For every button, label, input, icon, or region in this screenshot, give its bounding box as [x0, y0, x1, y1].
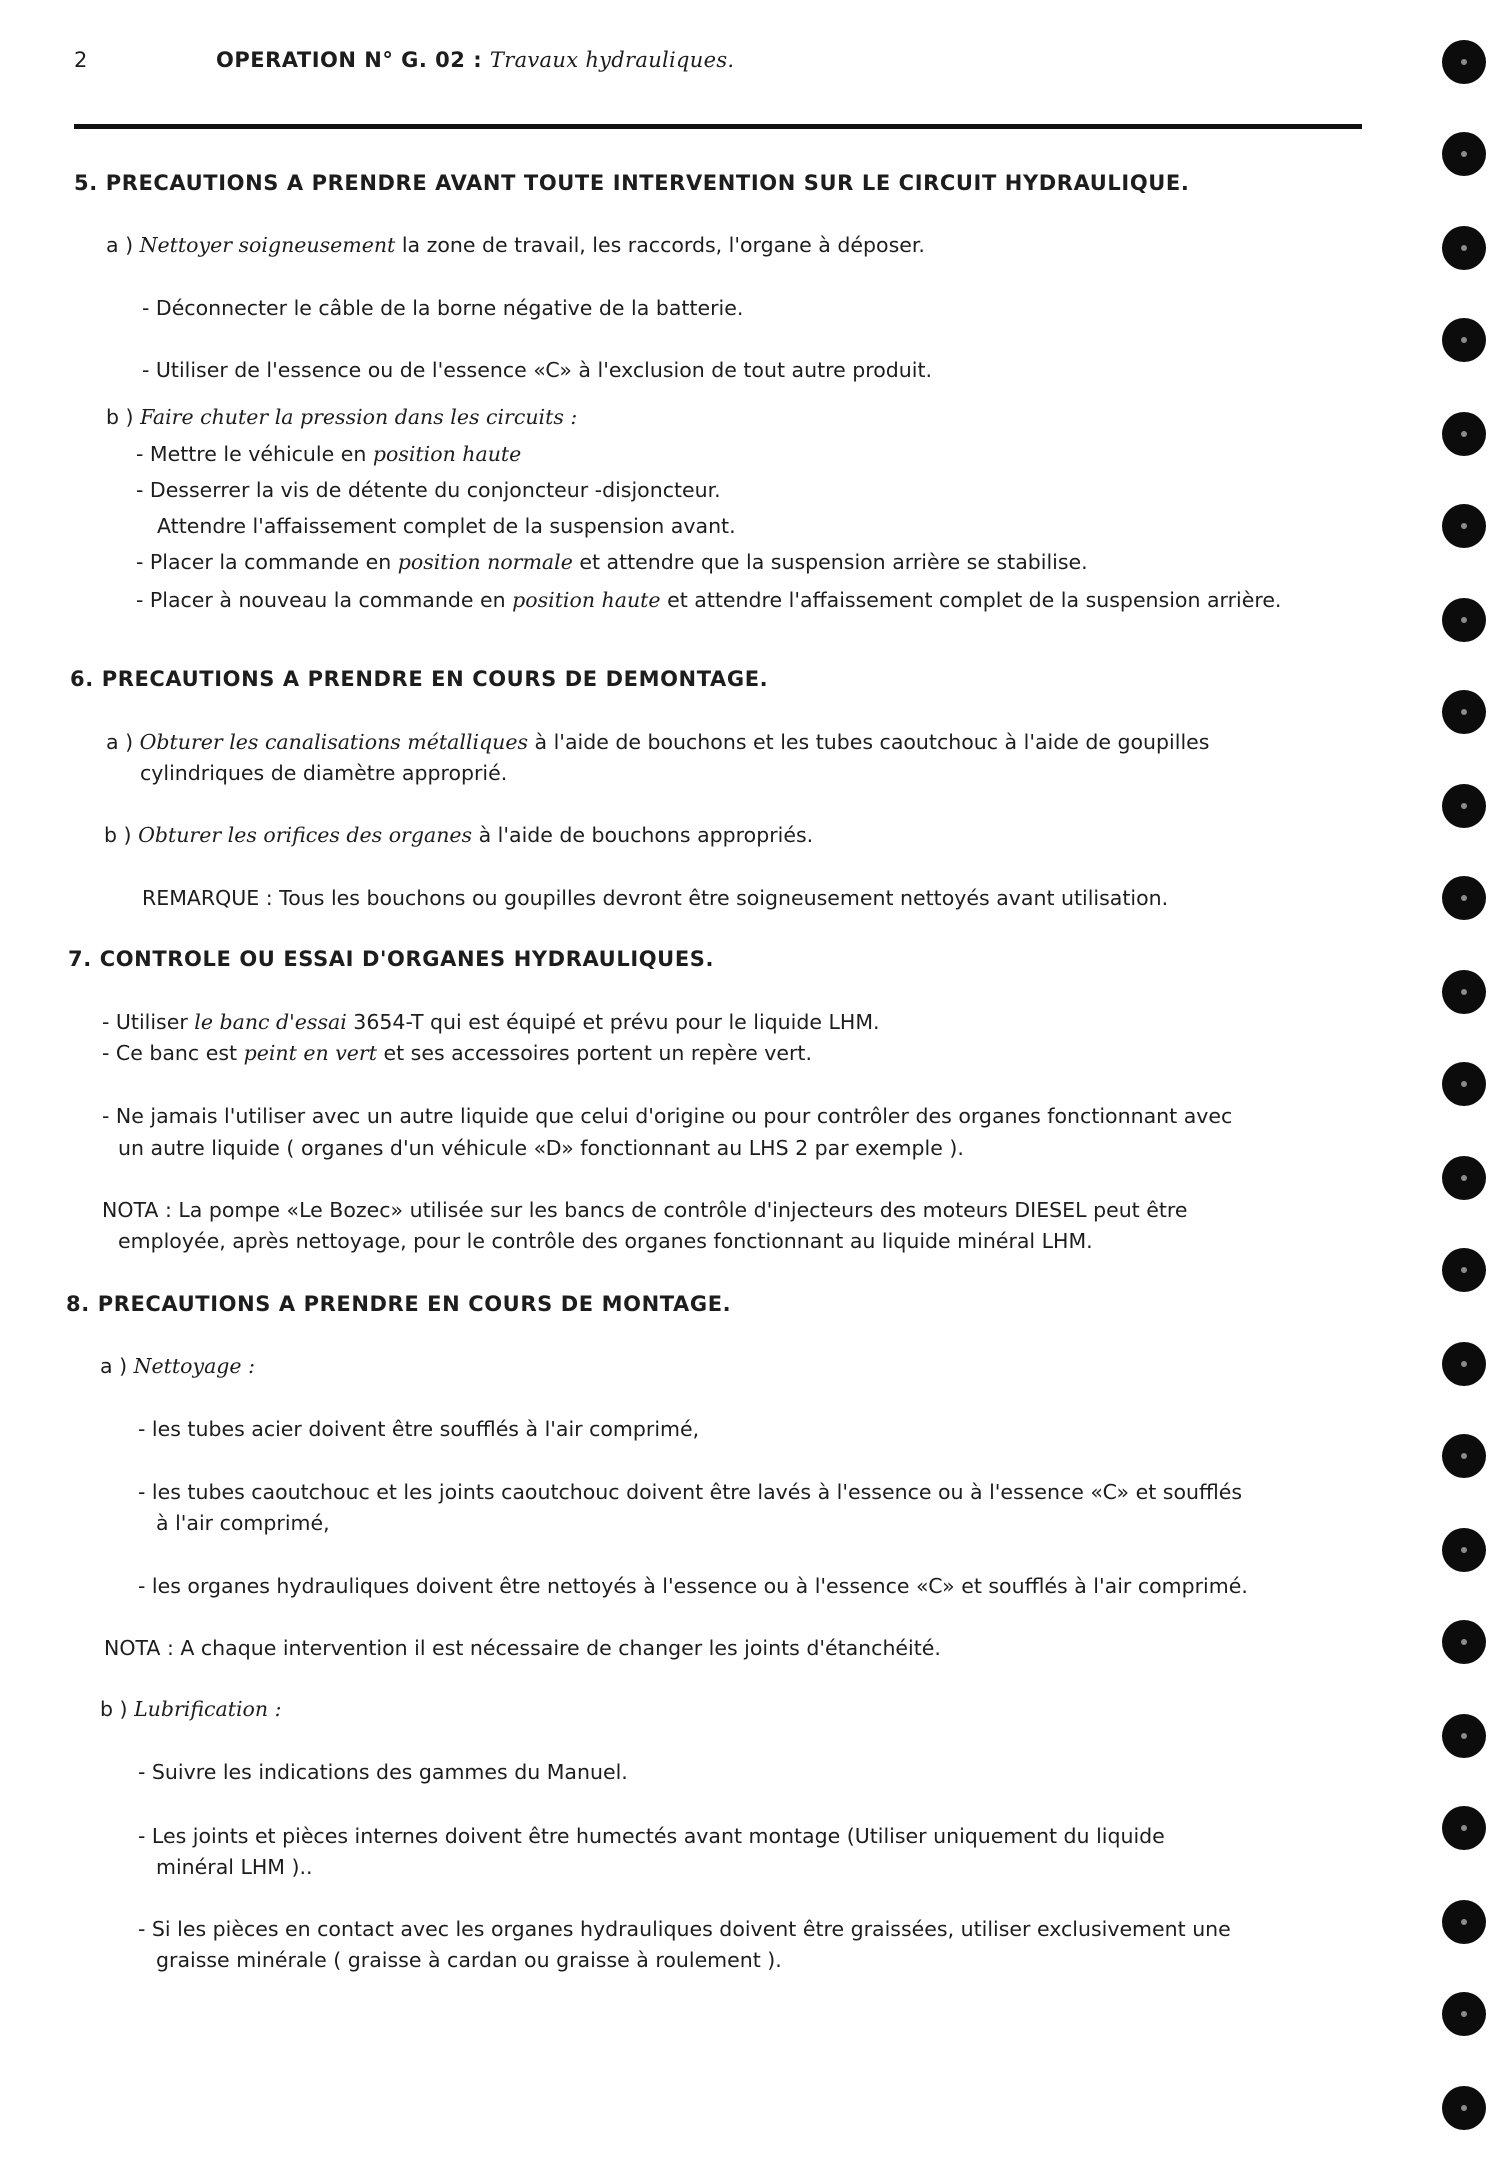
s8-b-prefix: b )	[100, 1697, 128, 1721]
s6-a-prefix: a )	[106, 730, 134, 754]
s5-item-a	[106, 233, 925, 257]
binder-hole-icon	[1442, 412, 1486, 456]
s5-b-line-5	[136, 588, 1281, 612]
binder-hole-icon	[1442, 1434, 1486, 1478]
s7-line-2-rest: et ses accessoires portent un repère vert.	[383, 1041, 812, 1065]
s5-b-line-4-italic: position normale	[397, 550, 573, 574]
binder-hole-icon	[1442, 690, 1486, 734]
s8-b-line-3: - Si les pièces en contact avec les organes hydrauliques doivent être graissées, utiliser exclusivement une	[138, 1917, 1231, 1941]
s7-line-1-rest: 3654-T qui est équipé et prévu pour le liquide LHM.	[353, 1010, 880, 1034]
s6-a-rest: à l'aide de bouchons et les tubes caoutchouc à l'aide de goupilles	[534, 730, 1210, 754]
binder-hole-icon	[1442, 2086, 1486, 2130]
s5-a-italic: Nettoyer soigneusement	[139, 233, 396, 257]
s5-b-line-1-text: - Mettre le véhicule en	[136, 442, 367, 466]
s5-b-line-4-text: - Placer la commande en	[136, 550, 392, 574]
binder-hole-icon	[1442, 1156, 1486, 1200]
s5-b-line-5-rest: et attendre l'affaissement complet de la suspension arrière.	[667, 588, 1282, 612]
s5-a-rest: la zone de travail, les raccords, l'organe à déposer.	[401, 233, 925, 257]
binder-hole-icon	[1442, 40, 1486, 84]
binder-hole-icon	[1442, 1342, 1486, 1386]
s8-b-line-2: - Les joints et pièces internes doivent être humectés avant montage (Utiliser uniquement du liquide	[138, 1824, 1165, 1848]
binder-hole-icon	[1442, 1528, 1486, 1572]
s8-a-line-1: - les tubes acier doivent être soufflés à l'air comprimé,	[138, 1417, 700, 1441]
s8-a-line-2: - les tubes caoutchouc et les joints caoutchouc doivent être lavés à l'essence ou à l'essence «C» et soufflés	[138, 1480, 1243, 1504]
s6-b-italic: Obturer les orifices des organes	[138, 823, 473, 847]
binder-hole-icon	[1442, 226, 1486, 270]
s8-a-italic: Nettoyage :	[133, 1354, 255, 1378]
s6-a-italic: Obturer les canalisations métalliques	[139, 730, 528, 754]
binder-hole-icon	[1442, 318, 1486, 362]
s7-line-2-italic: peint en vert	[243, 1041, 377, 1065]
page-header	[0, 48, 1400, 88]
section-5-title: 5. PRECAUTIONS A PRENDRE AVANT TOUTE INTERVENTION SUR LE CIRCUIT HYDRAULIQUE.	[74, 171, 1190, 195]
binder-hole-icon	[1442, 784, 1486, 828]
s8-a-prefix: a )	[100, 1354, 128, 1378]
s8-b-italic: Lubrification :	[134, 1697, 282, 1721]
s5-a-line-2: - Utiliser de l'essence ou de l'essence «C» à l'exclusion de tout autre produit.	[142, 358, 933, 382]
s6-item-b	[104, 823, 813, 847]
operation-subtitle: Travaux hydrauliques.	[489, 48, 735, 72]
operation-label: OPERATION N° G. 02 :	[216, 48, 483, 72]
s5-b-line-1	[136, 442, 521, 466]
s5-b-italic: Faire chuter la pression dans les circuits :	[140, 405, 578, 429]
s5-b-prefix: b )	[106, 405, 134, 429]
binder-hole-icon	[1442, 132, 1486, 176]
operation-title	[216, 48, 734, 72]
s5-b-line-4-rest: et attendre que la suspension arrière se stabilise.	[579, 550, 1088, 574]
s5-b-line-2: - Desserrer la vis de détente du conjoncteur -disjoncteur.	[136, 478, 721, 502]
binder-hole-icon	[1442, 1714, 1486, 1758]
s5-item-b	[106, 405, 577, 429]
binder-hole-icon	[1442, 504, 1486, 548]
header-rule	[74, 124, 1362, 129]
s5-b-line-1-italic: position haute	[372, 442, 522, 466]
binder-hole-icon	[1442, 876, 1486, 920]
section-7-title: 7. CONTROLE OU ESSAI D'ORGANES HYDRAULIQUES.	[68, 947, 715, 971]
s8-a-line-3: - les organes hydrauliques doivent être nettoyés à l'essence ou à l'essence «C» et soufflés à l'air comprimé.	[138, 1574, 1248, 1598]
binder-hole-icon	[1442, 1806, 1486, 1850]
s8-item-a	[100, 1354, 255, 1378]
binder-hole-icon	[1442, 1062, 1486, 1106]
s6-b-prefix: b )	[104, 823, 132, 847]
s5-b-line-4	[136, 550, 1088, 574]
s7-line-3: - Ne jamais l'utiliser avec un autre liquide que celui d'origine ou pour contrôler des organes fonctionnant avec	[102, 1104, 1233, 1128]
section-6-title: 6. PRECAUTIONS A PRENDRE EN COURS DE DEMONTAGE.	[70, 667, 769, 691]
binder-hole-icon	[1442, 598, 1486, 642]
s7-line-3-continuation: un autre liquide ( organes d'un véhicule «D» fonctionnant au LHS 2 par exemple ).	[118, 1136, 964, 1160]
s7-line-2-text: - Ce banc est	[102, 1041, 238, 1065]
s6-item-a	[106, 730, 1209, 754]
s5-b-line-5-text: - Placer à nouveau la commande en	[136, 588, 506, 612]
s7-nota-continuation: employée, après nettoyage, pour le contrôle des organes fonctionnant au liquide minéral LHM.	[118, 1229, 1093, 1253]
s5-b-line-5-italic: position haute	[512, 588, 661, 612]
s8-b-line-3-continuation: graisse minérale ( graisse à cardan ou graisse à roulement ).	[156, 1948, 782, 1972]
s5-b-line-3: Attendre l'affaissement complet de la suspension avant.	[157, 514, 736, 538]
s7-line-2	[102, 1041, 812, 1065]
s5-a-prefix: a )	[106, 233, 134, 257]
binder-hole-icon	[1442, 1620, 1486, 1664]
page-number: 2	[74, 48, 88, 72]
binder-holes	[1442, 40, 1488, 2160]
s6-a-continuation: cylindriques de diamètre approprié.	[140, 761, 508, 785]
s8-b-line-2-continuation: minéral LHM )..	[156, 1855, 313, 1879]
binder-hole-icon	[1442, 970, 1486, 1014]
binder-hole-icon	[1442, 1992, 1486, 2036]
binder-hole-icon	[1442, 1900, 1486, 1944]
s7-nota: NOTA : La pompe «Le Bozec» utilisée sur les bancs de contrôle d'injecteurs des moteurs DIESEL peut être	[102, 1198, 1188, 1222]
s7-line-1	[102, 1010, 880, 1034]
s6-b-rest: à l'aide de bouchons appropriés.	[478, 823, 814, 847]
binder-hole-icon	[1442, 1248, 1486, 1292]
s8-item-b	[100, 1697, 282, 1721]
s7-line-1-italic: le banc d'essai	[194, 1010, 347, 1034]
s8-nota: NOTA : A chaque intervention il est nécessaire de changer les joints d'étanchéité.	[104, 1636, 941, 1660]
s7-line-1-text: - Utiliser	[102, 1010, 188, 1034]
s5-a-line-1: - Déconnecter le câble de la borne négative de la batterie.	[142, 296, 744, 320]
s8-b-line-1: - Suivre les indications des gammes du Manuel.	[138, 1760, 628, 1784]
section-8-title: 8. PRECAUTIONS A PRENDRE EN COURS DE MONTAGE.	[66, 1292, 732, 1316]
s8-a-line-2-continuation: à l'air comprimé,	[156, 1511, 330, 1535]
s6-remark: REMARQUE : Tous les bouchons ou goupilles devront être soigneusement nettoyés avant utilisation.	[142, 886, 1169, 910]
